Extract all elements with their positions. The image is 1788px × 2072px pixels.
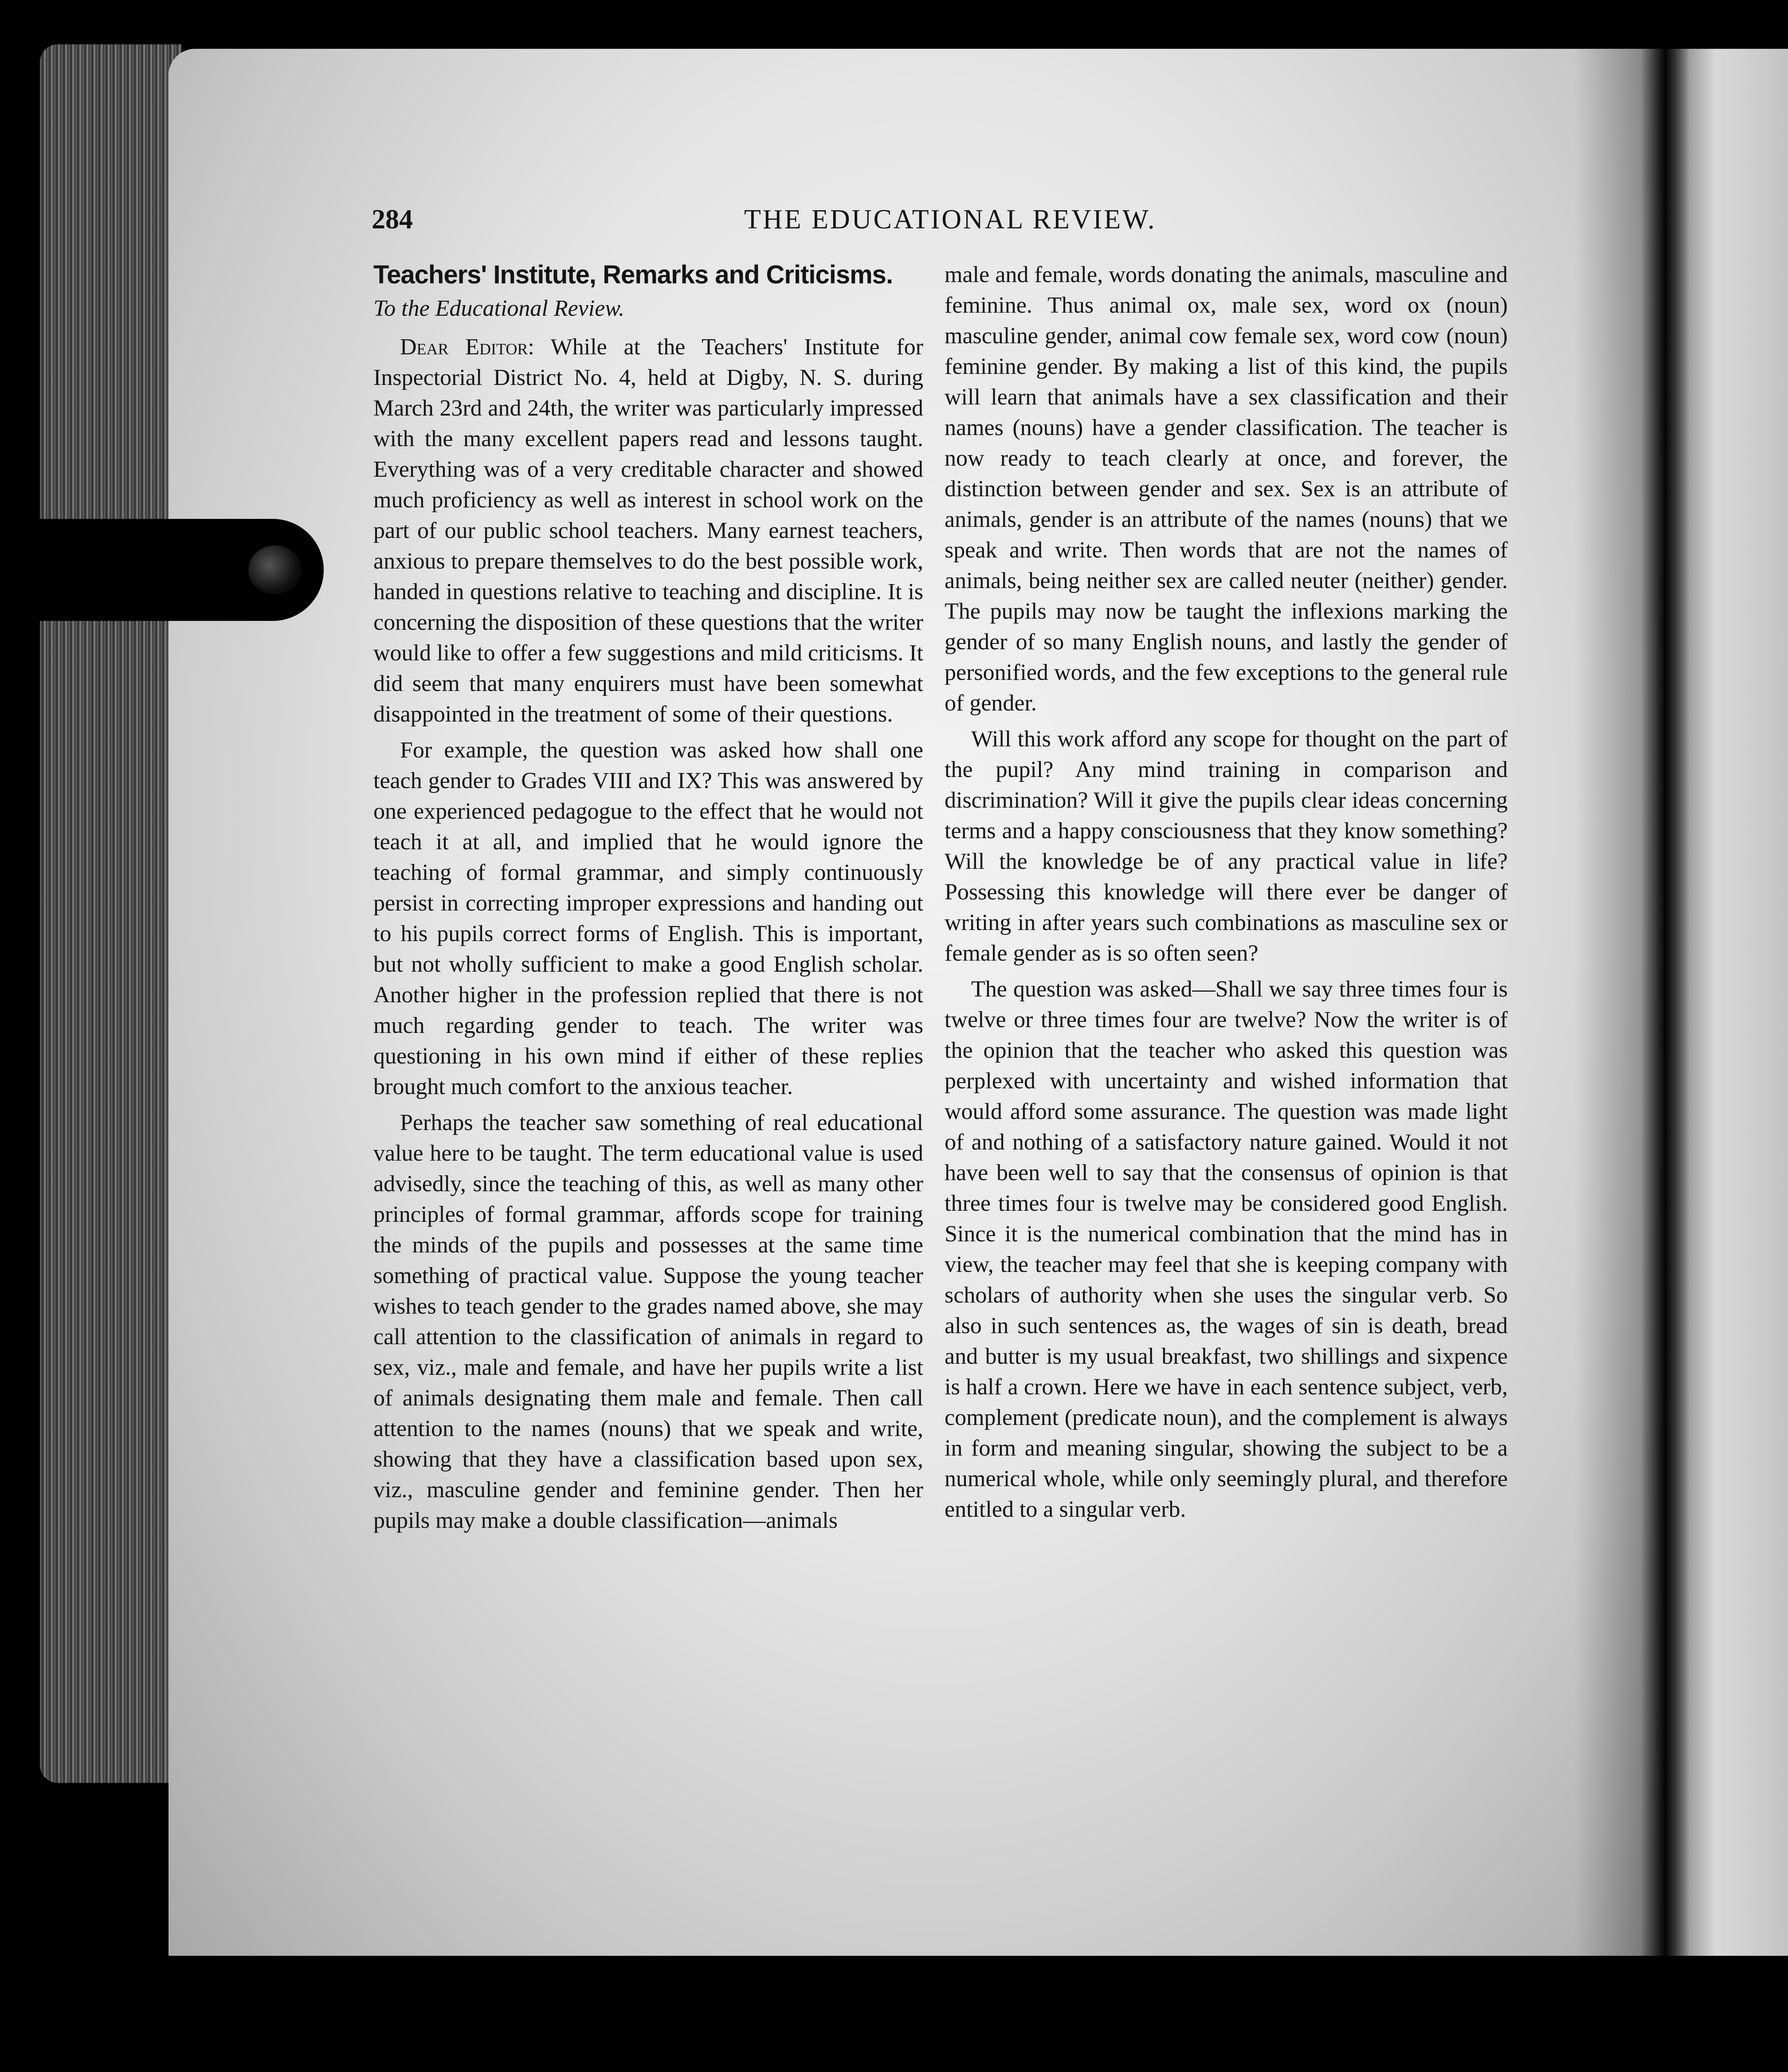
- paragraph-4: Will this work afford any scope for thought on the part of the pupil? Any mind training in comparison and discrimination? Will it give the pupils clear ideas concerning terms and a happy consciousness that they know something? Will the knowledge be of any practical value in life? Possessing this knowledge will there ever be danger of writing in after years such combinations as masculine sex or female gender as is so often seen?: [945, 726, 1508, 966]
- paragraph-5: The question was asked—Shall we say three times four is twelve or three times four are twelve? Now the writer is of the opinion that the teacher who asked this question was perplexed with uncertainty and wished information that would afford some assurance. The question was made light of and nothing of a satisfactory nature gained. Would it not have been well to say that the consensus of opinion is that three times four is twelve may be considered good English. Since it is the numerical combination that the mind has in view, the teacher may feel that she is keeping company with scholars of authority when she uses the singular verb. So also in such sentences as, the wages of sin is death, bread and butter is my usual breakfast, two shillings and sixpence is half a crown. Here we have in each sentence subject, verb, complement (predicate noun), and the complement is always in form and meaning singular, showing the subject to be a numerical whole, while only seemingly plural, and therefore entitled to a singular verb.: [945, 977, 1508, 1522]
- paragraph-3: Perhaps the teacher saw something of real educational value here to be taught. The term educational value is used advisedly, since the teaching of this, as well as many other principles of formal grammar, affords scope for training the minds of the pupils and possesses at the same time something of practical value. Suppose the young teacher wishes to teach gender to the grades named above, she may call attention to the classification of animals in regard to sex, viz., male and female, and have her pupils write a list of animals designating them male and female. Then call attention to the names (nouns) that we speak and write, showing that they have a classification based upon sex, viz., masculine gender and feminine gender. Then her pupils may make a double classification—animals: [373, 1110, 923, 1533]
- article-title: Teachers' Institute, Remarks and Criticisms.: [373, 260, 893, 289]
- paragraph-1: [373, 332, 923, 730]
- clip-knob: [248, 545, 302, 594]
- running-title: THE EDUCATIONAL REVIEW.: [744, 204, 1157, 235]
- paragraph-3-continued: male and female, words donating the animals, masculine and feminine. Thus animal ox, male sex, word ox (noun) masculine gender, animal cow female sex, word cow (noun) feminine gender. By making a list of this kind, the pupils will learn that animals have a sex classification and their names (nouns) have a gender classification. The teacher is now ready to teach clearly at once, and forever, the distinction between gender and sex. Sex is an attribute of animals, gender is an attribute of the names (nouns) that we speak and write. Then words that are not the names of animals, being neither sex are called neuter (neither) gender. The pupils may now be taught the inflexions marking the gender of so many English nouns, and lastly the gender of personified words, and the few exceptions to the general rule of gender.: [945, 262, 1508, 716]
- book-gutter: [1641, 49, 1690, 1956]
- paragraph-2: For example, the question was asked how shall one teach gender to Grades VIII and IX? This was answered by one experienced pedagogue to the effect that he would not teach it at all, and implied that he would ignore the teaching of formal grammar, and simply continuously persist in correcting improper expressions and handing out to his pupils correct forms of English. This is important, but not wholly sufficient to make a good English scholar. Another higher in the profession replied that there is not much regarding gender to teach. The writer was questioning in his own mind if either of these replies brought much comfort to the anxious teacher.: [373, 738, 923, 1099]
- page-number: 284: [372, 204, 413, 235]
- left-column: [373, 259, 923, 1541]
- right-column: [945, 259, 1508, 1530]
- page-edges: [40, 44, 182, 1783]
- paragraph-1-text: While at the Teachers' Institute for Inspectorial District No. 4, held at Digby, N. S. during March 23rd and 24th, the writer was particularly impressed with the many excellent papers read and lessons taught. Everything was of a very creditable character and showed much proficiency as well as interest in school work on the part of our public school teachers. Many earnest teachers, anxious to prepare themselves to do the best possible work, handed in questions relative to teaching and discipline. It is concerning the disposition of these questions that the writer would like to offer a few suggestions and mild criticisms. It did seem that many enquirers must have been somewhat disappointed in the treatment of some of their questions.: [373, 334, 923, 727]
- salutation: Dear Editor:: [400, 334, 534, 360]
- addressee-line: To the Educational Review.: [373, 296, 625, 321]
- running-header: [372, 204, 1507, 244]
